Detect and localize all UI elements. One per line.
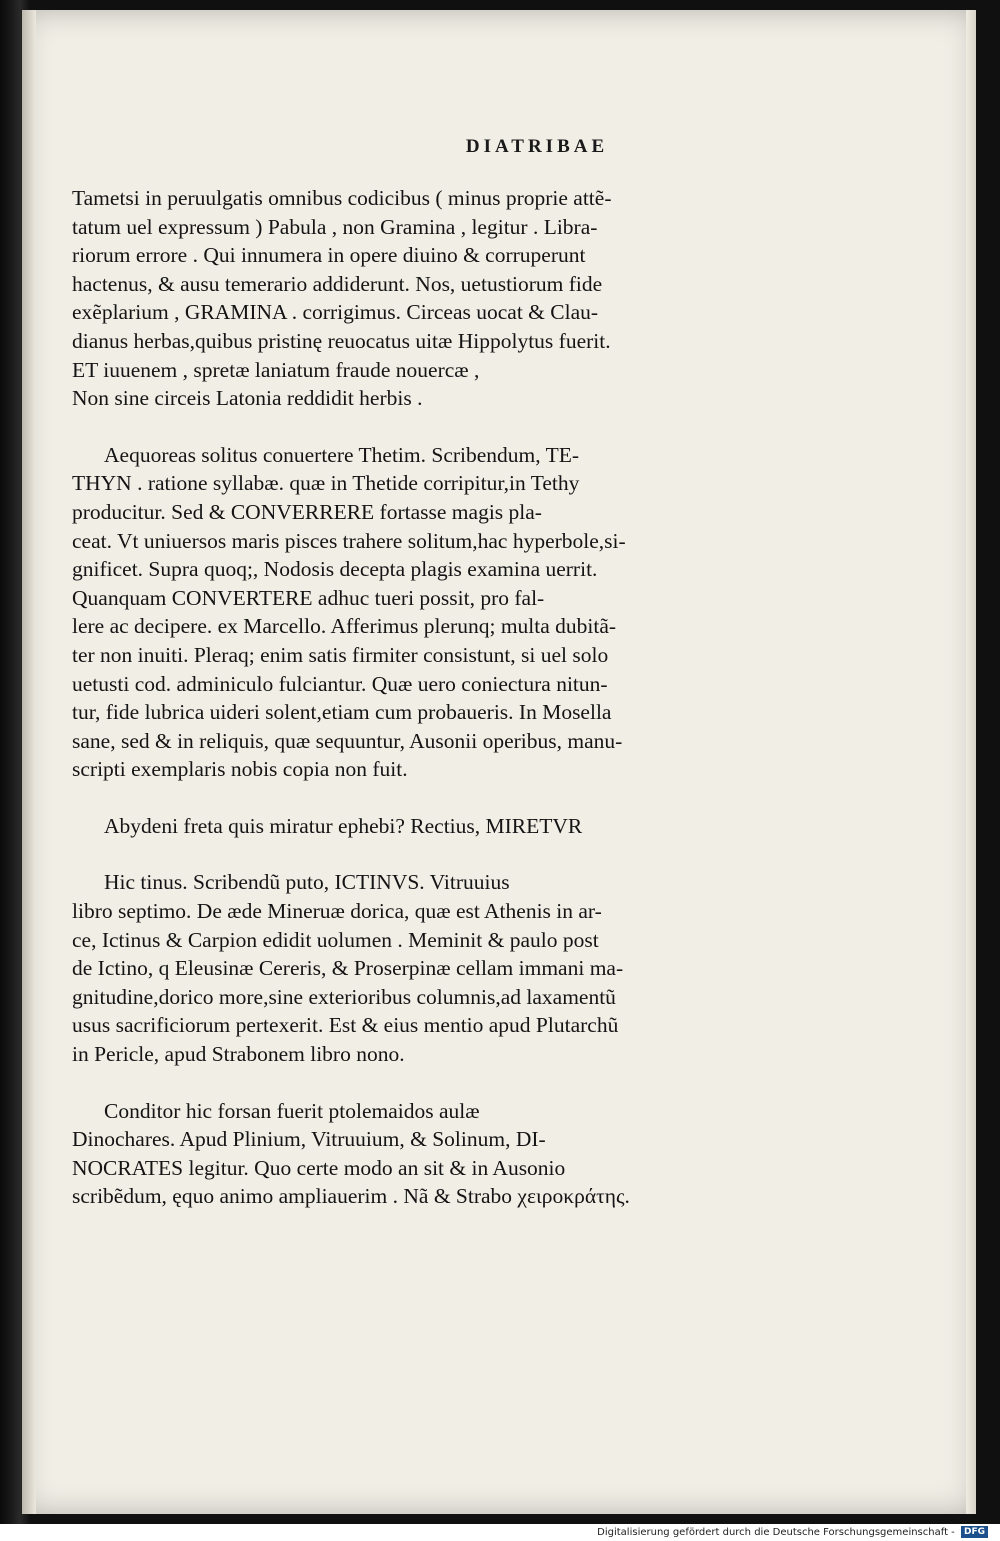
text-line: Tametsi in peruulgatis omnibus codicibus ( minus proprie attẽ- xyxy=(72,186,612,210)
paragraph-gap xyxy=(72,413,732,441)
text-line: ceat. Vt uniuersos maris pisces trahere solitum,hac hyperbole,si- xyxy=(72,528,626,553)
text-line: ter non inuiti. Pleraq; enim satis firmiter consistunt, si uel solo xyxy=(72,642,609,667)
text-line: ET iuuenem , spretæ laniatum fraude nouercæ , xyxy=(72,357,480,382)
text-line: Abydeni freta quis miratur ephebi? Rectius, MIRETVR xyxy=(104,813,583,838)
running-head: DIATRIBAE xyxy=(465,136,609,157)
paragraph-5 xyxy=(72,1097,732,1211)
text-line: libro septimo. De æde Mineruæ dorica, quæ est Athenis in ar- xyxy=(72,899,602,924)
text-line: Aequoreas solitus conuertere Thetim. Scribendum, TE- xyxy=(104,442,580,467)
digitization-credit xyxy=(0,1524,1000,1541)
text-line: Quanquam CONVERTERE adhuc tueri possit, pro fal- xyxy=(72,585,545,610)
text-line: riorum errore . Qui innumera in opere diuino & corruperunt xyxy=(72,243,586,268)
text-line: tatum uel expressum ) Pabula , non Gramina , legitur . Libra- xyxy=(72,214,598,239)
paragraph-gap xyxy=(72,1069,732,1097)
text-line: gnificet. Supra quoq;, Nodosis decepta plagis examina uerrit. xyxy=(72,557,598,582)
text-line: producitur. Sed & CONVERRERE fortasse magis pla- xyxy=(72,499,542,524)
book-page xyxy=(22,10,976,1514)
text-line: THYN . ratione syllabæ. quæ in Thetide corripitur,in Tethy xyxy=(72,471,580,496)
text-line: ce, Ictinus & Carpion edidit uolumen . Meminit & paulo post xyxy=(72,927,599,952)
text-line: usus sacrificiorum pertexerit. Est & eius mentio apud Plutarchũ xyxy=(72,1013,619,1038)
text-line: scribẽdum, ęquo animo ampliauerim . Nã & Strabo χειροκράτης. xyxy=(72,1184,630,1209)
text-line: scripti exemplaris nobis copia non fuit. xyxy=(72,757,408,782)
text-line: Dinochares. Apud Plinium, Vitruuium, & Solinum, DI- xyxy=(72,1127,546,1152)
text-line: exẽplarium , GRAMINA . corrigimus. Circeas uocat & Clau- xyxy=(72,300,599,325)
text-line: sane, sed & in reliquis, quæ sequuntur, Ausonii operibus, manu- xyxy=(72,728,623,753)
text-line: tur, fide lubrica uideri solent,etiam cum probaueris. In Mosella xyxy=(72,700,612,725)
text-line: de Ictino, q Eleusinæ Cereris, & Proserpinæ cellam immani ma- xyxy=(72,956,624,981)
dfg-logo: DFG xyxy=(961,1526,988,1538)
text-line: gnitudine,dorico more,sine exterioribus columnis,ad laxamentũ xyxy=(72,984,616,1009)
paragraph-gap xyxy=(72,840,732,868)
credit-text: Digitalisierung gefördert durch die Deutsche Forschungsgemeinschaft - xyxy=(597,1527,955,1538)
text-line: Non sine circeis Latonia reddidit herbis . xyxy=(72,386,423,411)
paragraph-3 xyxy=(72,812,732,841)
text-line: NOCRATES legitur. Quo certe modo an sit & in Ausonio xyxy=(72,1155,566,1180)
paragraph-1 xyxy=(72,184,732,413)
text-line: dianus herbas,quibus pristinę reuocatus uitæ Hippolytus fuerit. xyxy=(72,328,611,353)
paragraph-2 xyxy=(72,441,732,784)
paragraph-4 xyxy=(72,868,732,1068)
text-line: in Pericle, apud Strabonem libro nono. xyxy=(72,1042,405,1067)
text-line: Conditor hic forsan fuerit ptolemaidos aulæ xyxy=(104,1098,480,1123)
paragraph-gap xyxy=(72,784,732,812)
body-text xyxy=(72,184,732,1211)
text-line: hactenus, & ausu temerario addiderunt. Nos, uetustiorum fide xyxy=(72,271,603,296)
text-line: uetusti cod. adminiculo fulciantur. Quæ uero coniectura nitun- xyxy=(72,671,608,696)
text-line: Hic tinus. Scribendũ puto, ICTINVS. Vitruuius xyxy=(104,870,510,895)
text-line: lere ac decipere. ex Marcello. Afferimus plerunq; multa dubitã- xyxy=(72,614,617,639)
